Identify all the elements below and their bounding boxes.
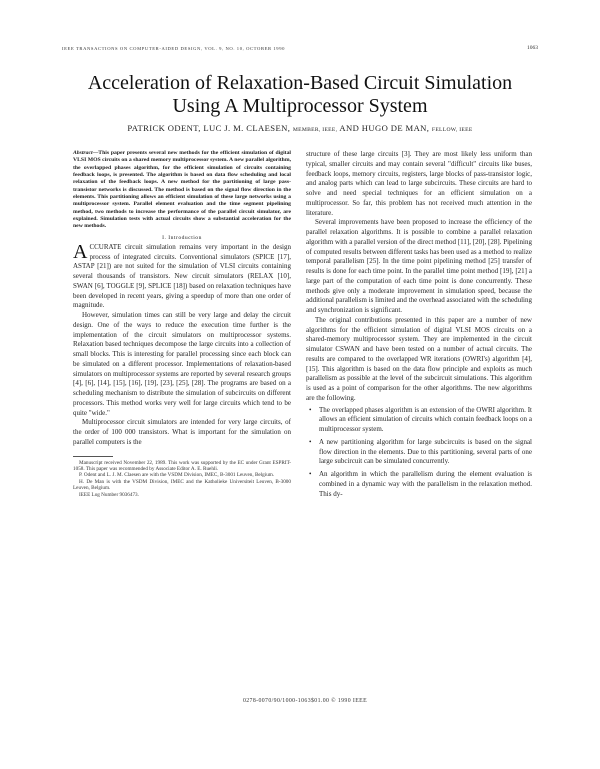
list-item	[306, 470, 532, 499]
running-head: IEEE TRANSACTIONS ON COMPUTER-AIDED DESIGN, VOL. 9, NO. 10, OCTOBER 1990	[62, 46, 285, 51]
footnote-log-number: IEEE Log Number 9036473.	[79, 491, 139, 498]
bullet-icon: •	[309, 405, 312, 414]
drop-cap: A	[73, 240, 88, 263]
intro-paragraph-3: Multiprocessor circuit simulators are intended for very large circuits, of the order of 100 000 transistors. What is important for the simulation on parallel computers is the	[73, 418, 291, 446]
author-role-2: FELLOW, IEEE	[431, 127, 473, 133]
list-item	[306, 406, 532, 435]
bullet-icon: •	[309, 437, 312, 446]
footnote-manuscript: Manuscript received November 22, 1989. This work was supported by the EC under Grant ESPRIT-1058. This paper was recommended by Associate Editor A. E. Ruehli.	[73, 459, 291, 472]
right-paragraph-1: structure of these large circuits [3]. They are most likely less uniform than typical, smaller circuits and may contain several "difficult" circuits like buses, feedback loops, memory circuits, registers, large blocks of pass-transistor logic, and analog parts which can lead to large subcircuits. These circuits are hard to solve and need special techniques for an efficient simulation on a multiprocessor. So far, this problem has not received much attention in the literature.	[306, 150, 532, 217]
list-item-text: The overlapped phases algorithm is an extension of the OWRI algorithm. It allows an efficient simulation of circuits which contain feedback loops on a multiprocessor system.	[319, 405, 532, 433]
footnote-affiliation-2: H. De Man is with the VSDM Division, IMEC and the Katholieke Universiteit Leuven, B-3000 Leuven, Belgium.	[73, 478, 291, 492]
left-column	[73, 150, 291, 498]
list-item-text: A new partitioning algorithm for large subcircuits is based on the signal flow direction in the elements. Due to this partitioning, several parts of one large subcircuit can be simulated concurrently.	[319, 437, 532, 466]
right-paragraph-3: The original contributions presented in this paper are a number of new algorithms for the efficient simulation of digital VLSI MOS circuits on a shared-memory multiprocessor system. They are implemented in the circuit simulator CSWAN and have been tested on a number of actual circuits. The results are compared to the overlapped WR iterations (OWRI's) algorithm [4], [15]. This algorithm is based on the data flow principle and exploits as much parallelism as possible at the level of the subcircuit simulations. This algorithm is used as a point of comparison for the other algorithms. The new algorithms are the following.	[306, 315, 532, 402]
section-heading-introduction: I. Introduction	[162, 234, 202, 241]
footnote-divider	[73, 456, 113, 457]
page-number: 1063	[527, 45, 538, 51]
intro-paragraph-1-text: CCURATE circuit simulation remains very important in the design process of integrated circuits. Conventional simulators (SPICE [17], ASTAP [21]) are not suited for the simulation of VLSI circuits containing several thousands of transistors. New circuit simulators (RELAX [10], SWAN [6], TOGGLE [9], SPLICE [18]) based on relaxation techniques have been developed in recent years, giving a speedup of more than one order of magnitude.	[73, 242, 291, 310]
author-names-1: PATRICK ODENT, LUC J. M. CLAESEN,	[127, 123, 291, 133]
paper-title	[40, 72, 560, 118]
abstract-lead: Abstract	[73, 150, 93, 156]
right-paragraph-2: Several improvements have been proposed to increase the efficiency of the parallel relaxation algorithms. It is possible to combine a parallel relaxation algorithm with a parallel version of the direct method [11], [20], [28]. Pipelining of computed results between different tasks has been used as a method to realize temporal parallelism [25]. In the time point pipelining method [25] transfer of results is done for each time point. In the parallel time point method [19], [21] a large part of the computation of each time point is done concurrently. These methods give only a moderate improvement in simulation speed, because the additional parallelism is limited and the overhead associated with the scheduling and synchronization is significant.	[306, 218, 532, 314]
intro-paragraph-1	[73, 240, 291, 311]
right-column	[306, 150, 532, 502]
author-role-1: MEMBER, IEEE,	[292, 127, 338, 133]
copyright-line: 0278-0070/90/1000-1063$01.00 © 1990 IEEE	[242, 698, 368, 704]
title-line-2: Using A Multiprocessor System	[172, 95, 428, 117]
footnote-affiliation-1: P. Odent and L. J. M. Claesen are with the VSDM Division, IMEC, B-3001 Leuven, Belgium.	[79, 472, 275, 479]
list-item	[306, 438, 532, 467]
contribution-list	[306, 406, 532, 500]
author-names-2: AND HUGO DE MAN,	[339, 123, 430, 133]
bullet-icon: •	[309, 470, 312, 478]
author-line	[40, 123, 560, 133]
abstract-text: —This paper presents several new methods for the efficient simulation of digital VLSI MOS circuits on a shared memory multiprocessor system. A new parallel algorithm, the overlapped phases algorithm, for the efficient simulation of circuits containing feedback loops, is presented. The algorithm is based on data flow scheduling and local relaxation of the feedback loops. A new method for the partitioning of large pass-transistor networks is discussed. The method is based on the signal flow direction in the elements. This partitioning allows an efficient simulation of these large networks using a multiprocessor system. Parallel element evaluation and the time segment pipelining method, two methods to increase the performance of the parallel circuit simulator, are explained. Simulation tests with actual circuits show a substantial acceleration for the new methods.	[73, 150, 291, 230]
abstract	[73, 150, 291, 231]
list-item-text: An algorithm in which the parallelism during the element evaluation is combined in a dynamic way with the parallelism in the relaxation method. This dy-	[319, 470, 532, 498]
intro-paragraph-2: However, simulation times can still be very large and delay the circuit design. One of the ways to reduce the execution time further is the implementation of the circuit simulators on multiprocessor systems. Relaxation based techniques decompose the large circuits into a collection of small blocks. This is interesting for parallel processing since each block can be simulated on a different processor. Implementations of relaxation-based simulators on multiprocessor systems are reported by several research groups [4], [6], [14], [15], [16], [19], [23], [25], [28]. The programs are based on a scheduling mechanism to distribute the simulation of subcircuits on different processors. This method works very well for large circuits which tend to be quite "wide."	[73, 311, 291, 417]
title-line-1: Acceleration of Relaxation-Based Circuit Simulation	[87, 72, 513, 94]
